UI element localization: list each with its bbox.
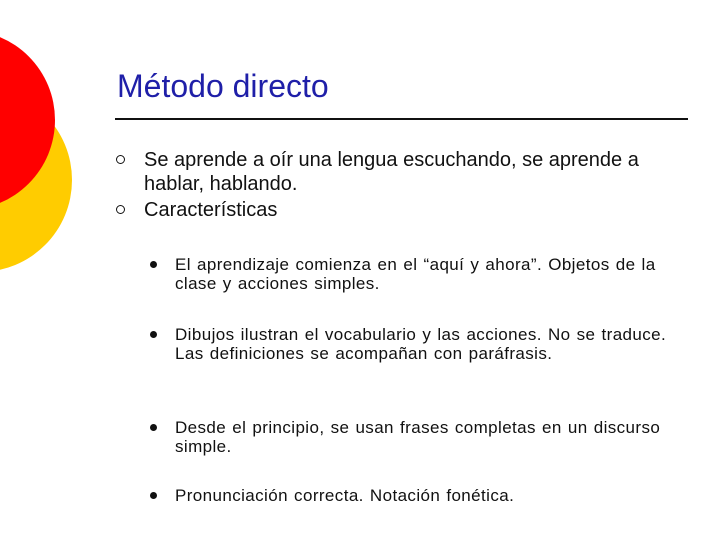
sub-bullet-item: [150, 325, 680, 363]
sub-bullet-item: [150, 418, 680, 456]
slide-title: Método directo: [117, 68, 329, 104]
filled-dot-bullet-icon: [150, 492, 157, 499]
sub-bullet-item: [150, 486, 680, 505]
title-underline: [115, 118, 688, 120]
sub-bullet-item: [150, 255, 680, 293]
bullet-item: [116, 198, 676, 222]
filled-dot-bullet-icon: [150, 331, 157, 338]
bullet-item: [116, 148, 676, 196]
filled-dot-bullet-icon: [150, 261, 157, 268]
sub-bullet-text: Dibujos ilustran el vocabulario y las acciones. No se traduce. Las definiciones se acompañan con paráfrasis.: [175, 325, 667, 363]
sub-bullet-text: Desde el principio, se usan frases completas en un discurso simple.: [175, 418, 661, 456]
hollow-circle-bullet-icon: [116, 205, 125, 214]
sub-bullet-text: Pronunciación correcta. Notación fonética.: [175, 486, 515, 505]
filled-dot-bullet-icon: [150, 424, 157, 431]
decorative-circles: [0, 0, 90, 300]
bullet-text: Se aprende a oír una lengua escuchando, se aprende a hablar, hablando.: [144, 149, 639, 195]
bullet-text: Características: [144, 199, 278, 221]
hollow-circle-bullet-icon: [116, 155, 125, 164]
sub-bullet-text: El aprendizaje comienza en el “aquí y ahora”. Objetos de la clase y acciones simples.: [175, 255, 656, 293]
